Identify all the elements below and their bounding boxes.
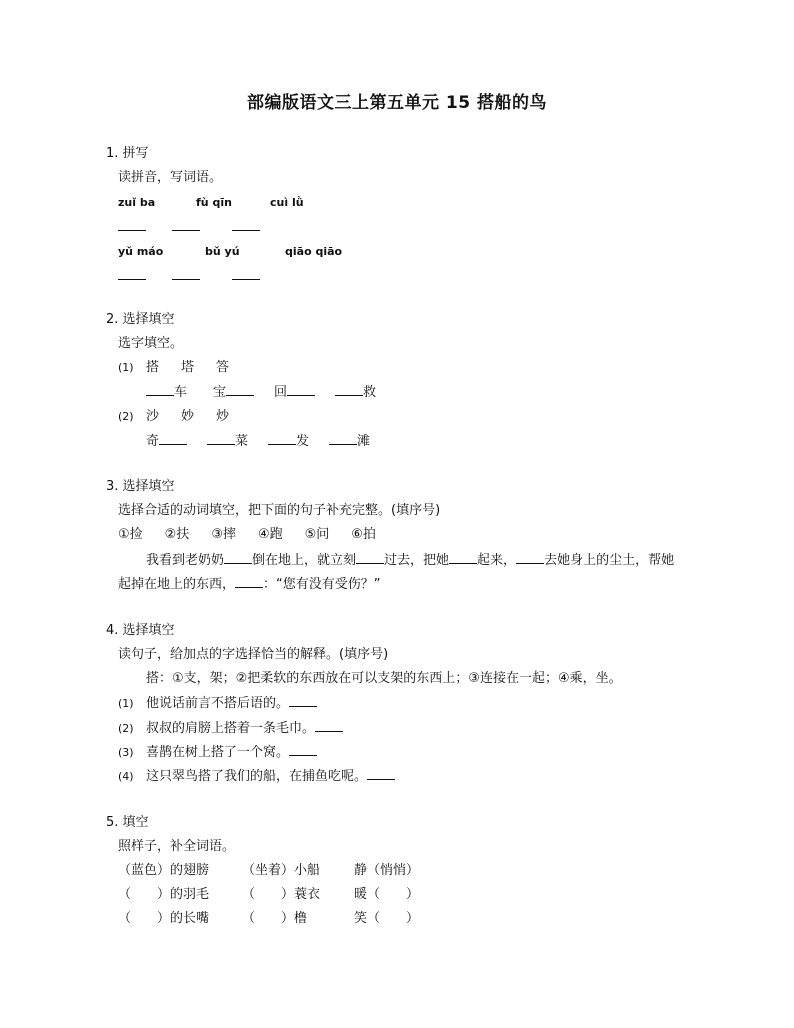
q4-item-3-text: 喜鹊在树上搭了一个窝。 <box>146 745 290 760</box>
q2-part1-blank-2[interactable] <box>226 383 254 396</box>
q5-row1-2[interactable]: （ ）蓑衣 <box>242 887 321 902</box>
q5-row2-2[interactable]: （ ）橹 <box>242 911 308 926</box>
page-title: 部编版语文三上第五单元 15 搭船的鸟 <box>247 93 547 113</box>
q2-part2-items <box>146 432 370 451</box>
q5-row2-3[interactable]: 笑（ ） <box>354 911 420 926</box>
q1-blank-4[interactable] <box>118 267 146 286</box>
q1-pinyin-6: qiāo qiāo <box>285 245 343 258</box>
q3-seg-6: 起掉在地上的东西， <box>118 577 236 592</box>
q2-part2-row <box>118 408 229 426</box>
q1-pinyin-5: bǔ yú <box>205 245 240 258</box>
q2-part2-char-1: 沙 <box>146 409 160 424</box>
q4-item-3 <box>118 743 317 762</box>
q2-part2-char-3: 炒 <box>216 409 230 424</box>
q2-part1-char-2: 塔 <box>181 360 195 375</box>
q3-seg-7: ：“您有没有受伤？” <box>263 577 381 592</box>
q3-seg-1: 我看到老奶奶 <box>146 553 225 568</box>
q1-blank-3[interactable] <box>232 218 260 237</box>
q4-item-4-text: 这只翠鸟搭了我们的船，在捕鱼吃呢。 <box>146 769 368 784</box>
q3-blank-1[interactable] <box>224 551 252 564</box>
q2-part1-item-4: 救 <box>363 385 377 400</box>
q2-part1-blank-1[interactable] <box>146 383 174 396</box>
q1-pinyin-3: cuì lǜ <box>270 196 304 209</box>
q4-item-3-num: (3) <box>118 746 134 759</box>
q3-sentence-line2 <box>118 575 381 594</box>
q3-option-4: ④跑 <box>257 527 283 542</box>
q3-option-3: ③摔 <box>211 527 236 542</box>
q4-blank-2[interactable] <box>315 719 343 732</box>
q4-item-2-num: (2) <box>118 722 134 735</box>
q5-example-3: 静（悄悄） <box>354 863 420 878</box>
q2-part1-row <box>118 359 229 377</box>
q3-seg-4: 起来， <box>477 553 517 568</box>
q2-part1-item-2: 宝 <box>213 385 227 400</box>
q2-part1-char-1: 搭 <box>146 360 160 375</box>
q1-blank-2[interactable] <box>172 218 200 237</box>
q3-option-5: ⑤问 <box>304 527 330 542</box>
q2-part2-blank-2[interactable] <box>207 432 235 445</box>
q2-part2-blank-4[interactable] <box>329 432 357 445</box>
q3-blank-5[interactable] <box>235 575 263 588</box>
q3-options <box>118 526 376 544</box>
q2-part2-blank-1[interactable] <box>159 432 187 445</box>
q2-part2-blank-3[interactable] <box>268 432 296 445</box>
q1-blank-1[interactable] <box>118 218 146 237</box>
q4-item-2-text: 叔叔的肩膀上搭着一条毛巾。 <box>146 721 316 736</box>
q4-blank-3[interactable] <box>289 743 317 756</box>
q1-pinyin-2: fù qīn <box>196 196 232 209</box>
q3-instruction: 选择合适的动词填空，把下面的句子补充完整。(填序号) <box>118 503 441 518</box>
q2-instruction: 选字填空。 <box>118 336 184 351</box>
q2-part2-item-3: 发 <box>296 434 310 449</box>
q5-heading: 5. 填空 <box>106 815 149 830</box>
q3-sentence-line1 <box>146 551 674 570</box>
q3-option-6: ⑥拍 <box>351 527 376 542</box>
q5-row1-1[interactable]: （ ）的羽毛 <box>118 887 210 902</box>
q4-blank-1[interactable] <box>289 694 317 707</box>
q1-instruction: 读拼音，写词语。 <box>118 170 223 185</box>
q4-item-1 <box>118 694 317 713</box>
q5-example-1: （蓝色）的翅膀 <box>118 863 210 878</box>
q3-blank-2[interactable] <box>356 551 384 564</box>
q3-blank-4[interactable] <box>516 551 544 564</box>
q3-blank-3[interactable] <box>449 551 477 564</box>
q4-definition: 搭：①支，架；②把柔软的东西放在可以支架的东西上；③连接在一起；④乘，坐。 <box>146 671 622 686</box>
q2-part2-item-2: 菜 <box>235 434 249 449</box>
q1-heading: 1. 拼写 <box>106 146 149 161</box>
q2-heading: 2. 选择填空 <box>106 312 175 327</box>
q2-part1-blank-4[interactable] <box>335 383 363 396</box>
q3-heading: 3. 选择填空 <box>106 479 175 494</box>
q4-item-4 <box>118 767 395 786</box>
q5-example-2: （坐着）小船 <box>242 863 321 878</box>
q5-row2-1[interactable]: （ ）的长嘴 <box>118 911 210 926</box>
q4-blank-4[interactable] <box>367 767 395 780</box>
q2-part1-item-1: 车 <box>174 385 188 400</box>
q5-instruction: 照样子，补全词语。 <box>118 839 236 854</box>
q2-part1-blank-3[interactable] <box>287 383 315 396</box>
q2-part1-items <box>146 383 376 402</box>
q2-part2-item-1: 奇 <box>146 434 160 449</box>
q3-seg-5: 去她身上的尘土，帮她 <box>544 553 675 568</box>
q2-part1-num: (1) <box>118 361 134 374</box>
q4-heading: 4. 选择填空 <box>106 623 175 638</box>
q1-blank-5[interactable] <box>172 267 200 286</box>
q2-part2-char-2: 妙 <box>181 409 195 424</box>
q2-part2-num: (2) <box>118 410 134 423</box>
q4-item-1-text: 他说话前言不搭后语的。 <box>146 696 290 711</box>
q1-pinyin-4: yǔ máo <box>118 245 164 258</box>
q1-pinyin-1: zuǐ ba <box>118 196 156 209</box>
q2-part1-item-3: 回 <box>274 385 288 400</box>
q4-item-4-num: (4) <box>118 770 134 783</box>
q2-part2-item-4: 滩 <box>357 434 371 449</box>
q3-option-2: ②扶 <box>164 527 190 542</box>
q4-item-2 <box>118 719 343 738</box>
q3-seg-3: 过去，把她 <box>384 553 450 568</box>
q4-instruction: 读句子，给加点的字选择恰当的解释。(填序号) <box>118 647 389 662</box>
q3-option-1: ①捡 <box>118 527 143 542</box>
q3-seg-2: 倒在地上，就立刻 <box>252 553 357 568</box>
q2-part1-char-3: 答 <box>216 360 230 375</box>
q1-blank-6[interactable] <box>232 267 260 286</box>
q5-row1-3[interactable]: 暖（ ） <box>354 887 420 902</box>
q4-item-1-num: (1) <box>118 697 134 710</box>
